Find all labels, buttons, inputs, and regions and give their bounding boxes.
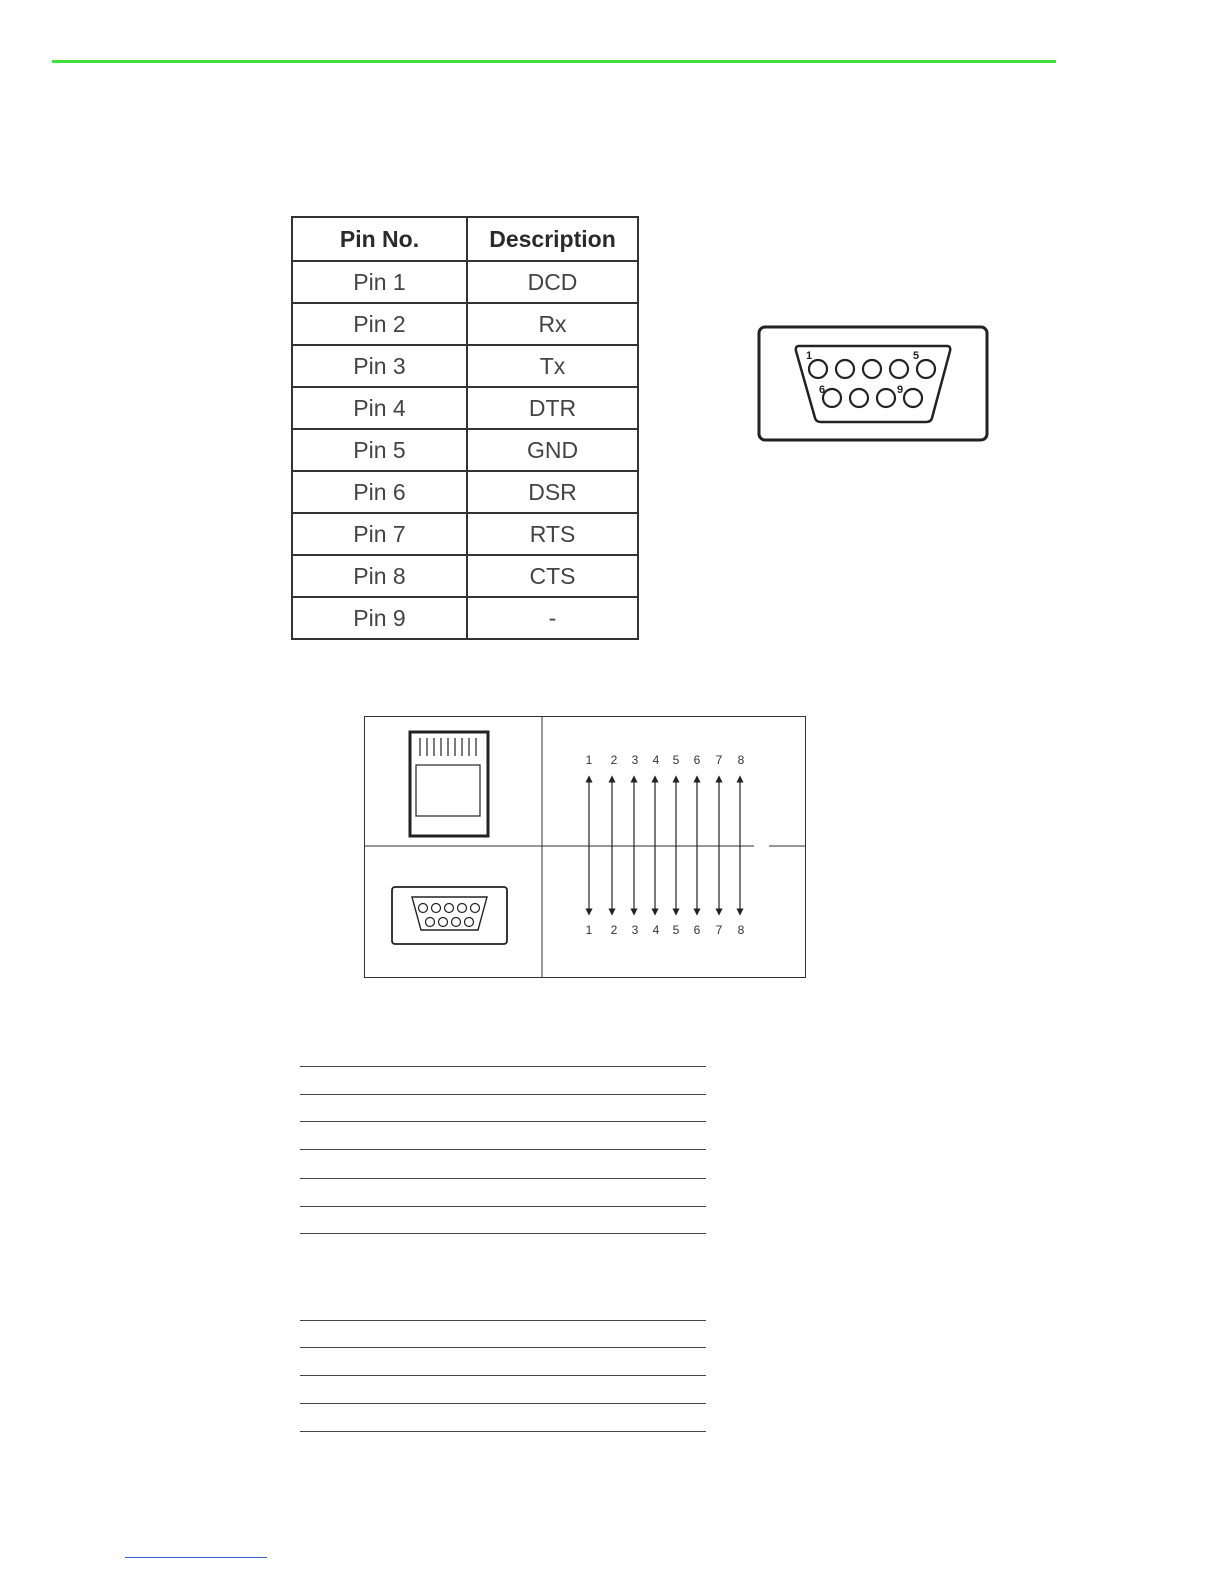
table-row: [292, 471, 638, 513]
table-row: [292, 345, 638, 387]
table-rule: [300, 1347, 706, 1348]
pin-cell: Pin 2: [292, 303, 467, 345]
table-rule: [300, 1149, 706, 1150]
bottom-number: 7: [715, 923, 723, 937]
desc-cell: Rx: [467, 303, 638, 345]
header-rule: [52, 60, 1056, 63]
pin-table: [291, 216, 639, 640]
table-rule: [300, 1066, 706, 1067]
table-row: [292, 303, 638, 345]
pin-cell: Pin 1: [292, 261, 467, 303]
table-rule: [300, 1320, 706, 1321]
top-number: 6: [693, 753, 701, 767]
footer-rule: [125, 1557, 267, 1558]
top-number: 5: [672, 753, 680, 767]
pin-cell: Pin 9: [292, 597, 467, 639]
pin-cell: Pin 7: [292, 513, 467, 555]
bottom-number: 1: [585, 923, 593, 937]
wiring-diagram: [364, 716, 806, 978]
desc-cell: CTS: [467, 555, 638, 597]
table-rule: [300, 1233, 706, 1234]
table-row: [292, 597, 638, 639]
table-rule: [300, 1094, 706, 1095]
pin-cell: Pin 8: [292, 555, 467, 597]
bottom-number: 8: [737, 923, 745, 937]
bottom-number: 2: [610, 923, 618, 937]
table-rule: [300, 1206, 706, 1207]
bottom-number: 6: [693, 923, 701, 937]
desc-cell: GND: [467, 429, 638, 471]
table-row: [292, 261, 638, 303]
top-number: 7: [715, 753, 723, 767]
table-row: [292, 513, 638, 555]
top-number: 3: [631, 753, 639, 767]
db9-connector-icon: [757, 325, 989, 443]
pin-cell: Pin 5: [292, 429, 467, 471]
desc-cell: RTS: [467, 513, 638, 555]
table-row: [292, 555, 638, 597]
desc-cell: -: [467, 597, 638, 639]
pin-table-header-row: [292, 217, 638, 261]
top-number: 8: [737, 753, 745, 767]
table-rule: [300, 1178, 706, 1179]
desc-cell: Tx: [467, 345, 638, 387]
table-rule: [300, 1403, 706, 1404]
db9-label-1: 1: [806, 350, 813, 362]
db9-label-9: 9: [897, 384, 904, 396]
table-rule: [300, 1431, 706, 1432]
bottom-number: 3: [631, 923, 639, 937]
bottom-number: 5: [672, 923, 680, 937]
table-row: [292, 429, 638, 471]
desc-cell: DTR: [467, 387, 638, 429]
db9-label-5: 5: [913, 350, 920, 362]
desc-cell: DSR: [467, 471, 638, 513]
bottom-number: 4: [652, 923, 660, 937]
top-number: 4: [652, 753, 660, 767]
description-header: Description: [467, 217, 638, 261]
db9-small-icon: [392, 887, 507, 944]
pin-no-header: Pin No.: [292, 217, 467, 261]
table-rule: [300, 1121, 706, 1122]
top-number: 2: [610, 753, 618, 767]
db9-label-6: 6: [819, 384, 826, 396]
top-number: 1: [585, 753, 593, 767]
pin-cell: Pin 6: [292, 471, 467, 513]
rj45-jack-icon: [410, 732, 488, 836]
pin-cell: Pin 3: [292, 345, 467, 387]
pin-cell: Pin 4: [292, 387, 467, 429]
desc-cell: DCD: [467, 261, 638, 303]
table-row: [292, 387, 638, 429]
table-rule: [300, 1375, 706, 1376]
